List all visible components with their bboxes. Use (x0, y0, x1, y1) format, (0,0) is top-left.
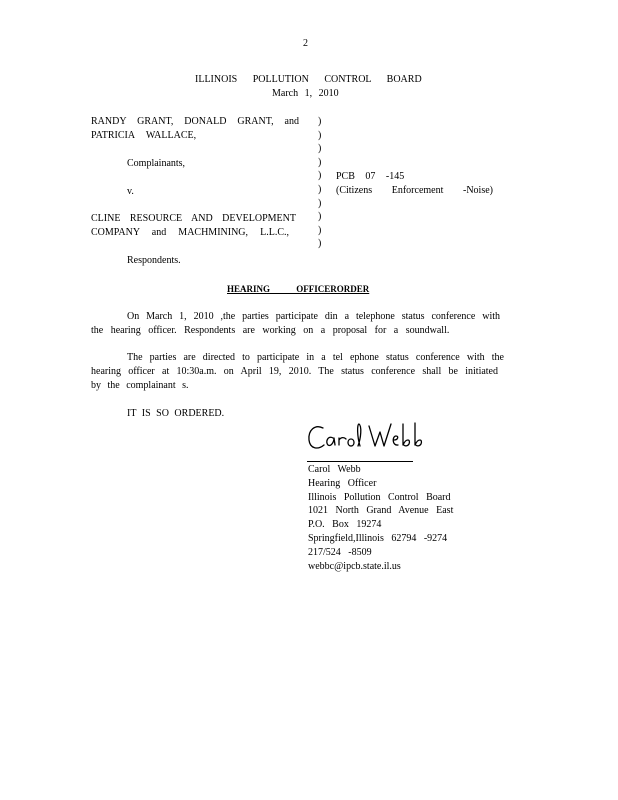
complainants-label: Complainants, (127, 158, 186, 169)
paren: ) (318, 211, 322, 223)
paren: ) (318, 183, 322, 195)
signer-name: Carol Webb (308, 464, 361, 475)
paren: ) (318, 224, 322, 236)
page-number: 2 (303, 38, 308, 49)
order-title: HEARING OFFICERORDER (227, 284, 370, 294)
order-date: March 1, 2010 (272, 88, 339, 99)
paren: ) (318, 197, 322, 209)
email-address: webbc@ipcb.state.il.us (308, 560, 401, 572)
body-paragraph-1-line-1: On March 1, 2010 ,the parties participate din a telephone status conference with (127, 311, 500, 322)
signature-line (307, 461, 413, 462)
paren: ) (318, 116, 322, 127)
caption-parentheses (318, 115, 321, 251)
address-street: 1021 North Grand Avenue East (308, 505, 454, 517)
paren: ) (318, 170, 322, 182)
versus-label: v. (127, 186, 134, 197)
handwritten-signature (305, 418, 435, 458)
phone-number: 217/524 -8509 (308, 546, 372, 558)
respondents-label: Respondents. (127, 255, 181, 266)
paren: ) (318, 129, 322, 141)
address-po-box: P.O. Box 19274 (308, 519, 382, 531)
case-type: (Citizens Enforcement -Noise) (336, 185, 493, 196)
address-city: Springfield,Illinois 62794 -9274 (308, 532, 448, 544)
body-paragraph-1-line-2: the hearing officer. Respondents are working on a proposal for a soundwall. (91, 325, 450, 336)
respondents-line-2: COMPANY and MACHMINING, L.L.C., (91, 227, 289, 238)
so-ordered: IT IS SO ORDERED. (127, 408, 225, 419)
case-number: PCB 07 -145 (336, 171, 405, 182)
body-paragraph-2-line-1: The parties are directed to participate in a tel ephone status conference with the (127, 352, 504, 363)
complainants-line-1: RANDY GRANT, DONALD GRANT, and (91, 116, 299, 127)
board-name: ILLINOIS POLLUTION CONTROL BOARD (195, 74, 422, 85)
paren: ) (318, 143, 322, 155)
body-paragraph-2-line-2: hearing officer at 10:30a.m. on April 19, 2010. The status conference shall be initiated (91, 366, 498, 377)
paren: ) (318, 238, 322, 250)
signer-organization: Illinois Pollution Control Board (308, 491, 451, 503)
signature-block (308, 463, 453, 573)
signer-title: Hearing Officer (308, 477, 377, 489)
respondents-line-1: CLINE RESOURCE AND DEVELOPMENT (91, 213, 296, 224)
paren: ) (318, 156, 322, 168)
body-paragraph-2-line-3: by the complainant s. (91, 380, 189, 391)
complainants-line-2: PATRICIA WALLACE, (91, 130, 197, 141)
